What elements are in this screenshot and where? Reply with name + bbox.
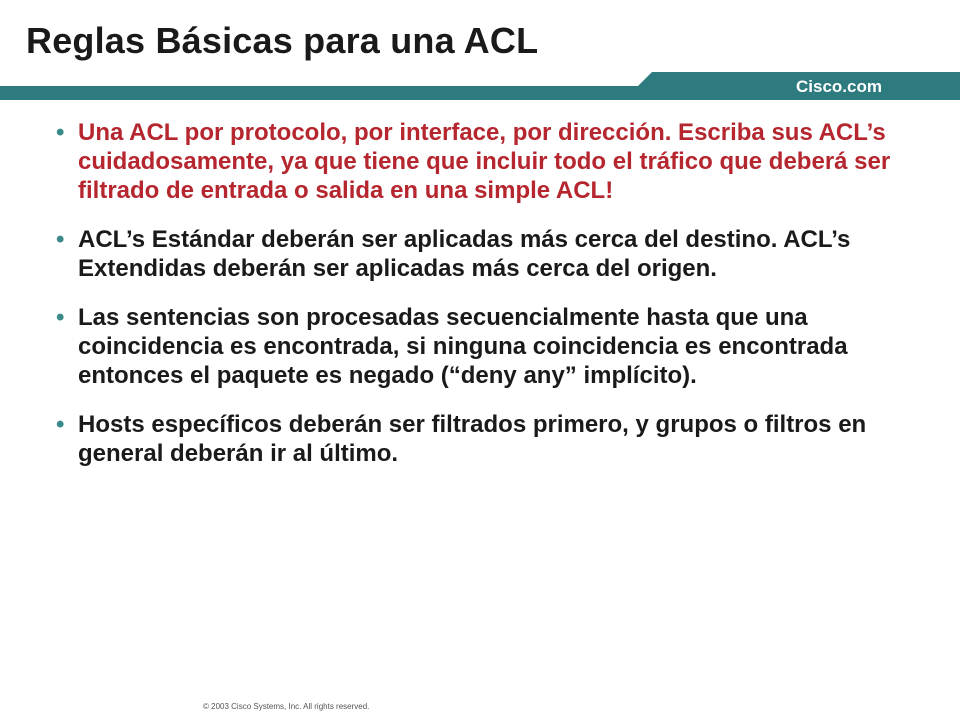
bullet-icon: • (56, 119, 65, 146)
bullet-text: Las sentencias son procesadas secuencialmente hasta que una coincidencia es encontrada, si ninguna coincidencia es encontrada entonces el paquete es negado (“deny any” implícito). (78, 304, 848, 389)
bullet-item (56, 225, 936, 283)
copyright-notice: © 2003 Cisco Systems, Inc. All rights reserved. (203, 702, 370, 711)
slide-title: Reglas Básicas para una ACL (26, 20, 539, 61)
bullet-icon: • (56, 304, 65, 331)
brand-logo-text: Cisco.com (796, 77, 882, 96)
bullet-item (56, 303, 936, 390)
bullet-item (56, 118, 936, 205)
bullet-text: ACL’s Estándar deberán ser aplicadas más cerca del destino. ACL’s Extendidas deberán ser aplicadas más cerca del origen. (78, 226, 851, 282)
bullet-icon: • (56, 226, 65, 253)
bullet-text: Hosts específicos deberán ser filtrados primero, y grupos o filtros en general deberán ir al último. (78, 411, 867, 467)
bullet-icon: • (56, 411, 65, 438)
bullet-text: Una ACL por protocolo, por interface, por dirección. Escriba sus ACL’s cuidadosamente, ya que tiene que incluir todo el tráfico que deberá ser filtrado de entrada o salida en una simple ACL! (78, 119, 891, 204)
bullet-item (56, 410, 936, 468)
bullet-list (56, 118, 936, 488)
